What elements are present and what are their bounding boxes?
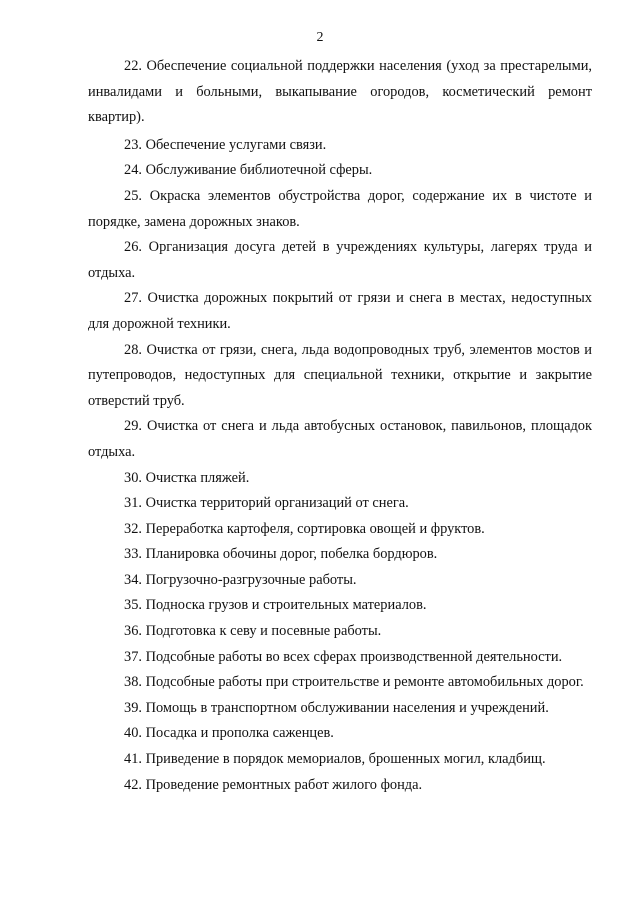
list-item: 23. Обеспечение услугами связи. xyxy=(124,136,327,153)
list-item: 41. Приведение в порядок мемориалов, брошенных могил, кладбищ. xyxy=(124,751,546,768)
list-item: 27. Очистка дорожных покрытий от грязи и снега в местах, недоступных для дорожной техники. xyxy=(88,290,592,332)
page-number: 2 xyxy=(316,30,324,45)
list-item: 24. Обслуживание библиотечной сферы. xyxy=(124,162,373,179)
list-item: 38. Подсобные работы при строительстве и ремонте автомобильных дорог. xyxy=(124,674,584,691)
list-item: 26. Организация досуга детей в учреждениях культуры, лагерях труда и отдыха. xyxy=(88,239,592,281)
list-item: 22. Обеспечение социальной поддержки населения (уход за престарелыми, инвалидами и больными, выкапывание огородов, косметический ремонт квартир). xyxy=(88,58,592,126)
list-item: 29. Очистка от снега и льда автобусных остановок, павильонов, площадок отдыха. xyxy=(88,418,592,460)
item-list xyxy=(88,54,592,798)
list-item: 42. Проведение ремонтных работ жилого фонда. xyxy=(124,776,423,793)
list-item: 40. Посадка и прополка саженцев. xyxy=(124,725,334,742)
list-item: 30. Очистка пляжей. xyxy=(124,469,250,486)
list-item: 37. Подсобные работы во всех сферах производственной деятельности. xyxy=(124,648,563,665)
list-item: 25. Окраска элементов обустройства дорог, содержание их в чистоте и порядке, замена дорожных знаков. xyxy=(88,187,592,230)
list-item: 32. Переработка картофеля, сортировка овощей и фруктов. xyxy=(124,520,485,537)
list-item: 36. Подготовка к севу и посевные работы. xyxy=(124,623,382,640)
list-item: 34. Погрузочно-разгрузочные работы. xyxy=(124,571,357,588)
list-item: 39. Помощь в транспортном обслуживании населения и учреждений. xyxy=(124,699,549,716)
list-item: 28. Очистка от грязи, снега, льда водопроводных труб, элементов мостов и путепроводов, недоступных для специальной техники, открытие и закрытие отверстий труб. xyxy=(88,341,592,409)
list-item: 35. Подноска грузов и строительных материалов. xyxy=(124,597,427,614)
list-item: 31. Очистка территорий организаций от снега. xyxy=(124,495,409,512)
list-item: 33. Планировка обочины дорог, побелка бордюров. xyxy=(124,546,438,563)
